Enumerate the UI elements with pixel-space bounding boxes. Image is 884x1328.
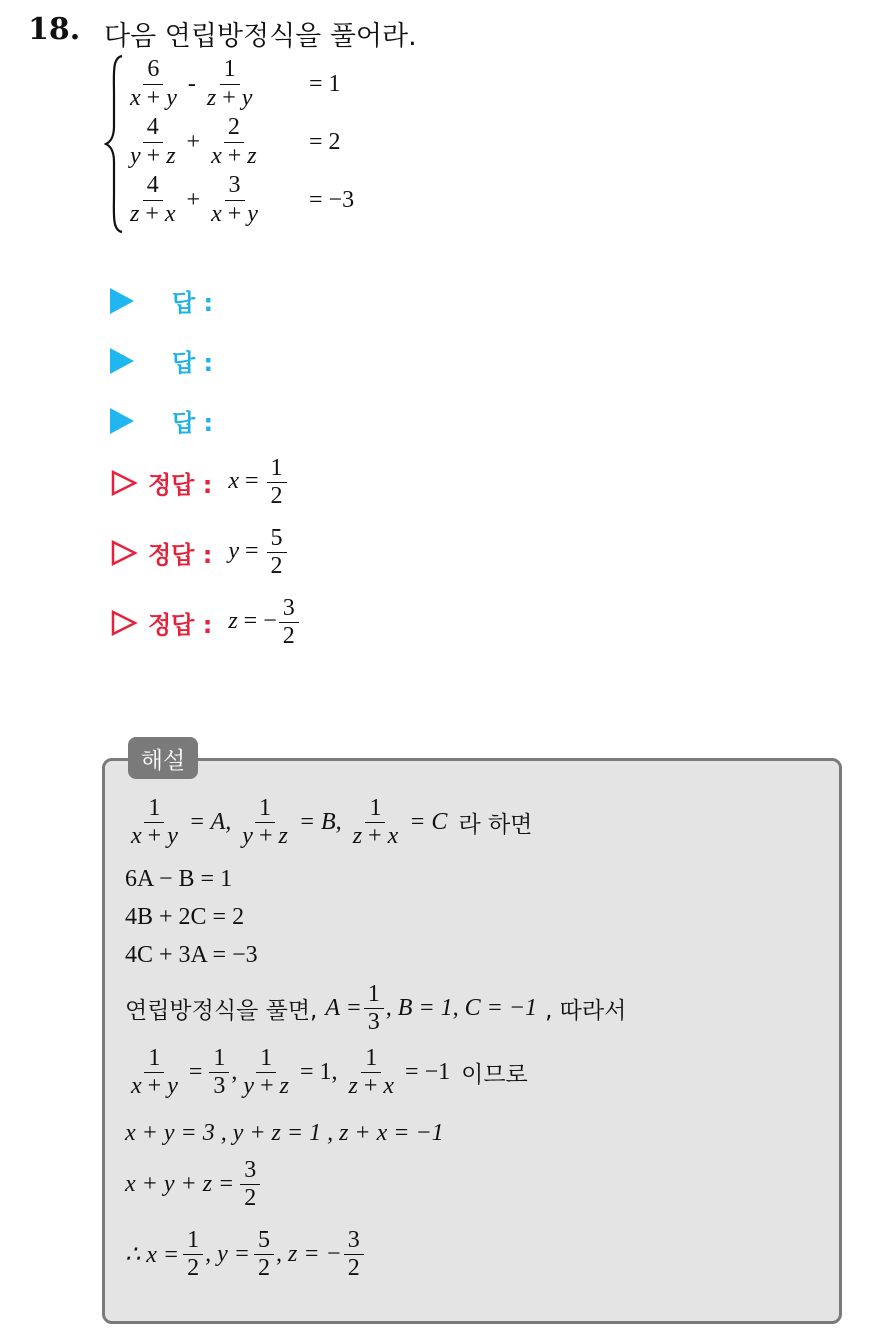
- answer-row-1: [110, 283, 213, 318]
- denominator: x + z: [211, 142, 257, 169]
- play-triangle-icon: [110, 288, 134, 314]
- explanation-line-2: 6A − B = 1: [125, 866, 233, 892]
- right-hand-side: = −3: [309, 186, 355, 213]
- fraction: [126, 173, 180, 226]
- explanation-line-9: ∴ x = $\frac{1}{2}$ , y = $\frac{5}{2}$ , z = − $\frac{3}{2}$: [125, 1228, 366, 1281]
- explanation-line-4: 4C + 3A = −3: [125, 942, 258, 968]
- play-triangle-icon: [110, 348, 134, 374]
- numerator: 6: [143, 57, 163, 84]
- fraction: [207, 173, 262, 226]
- correct-answer-row-1: [110, 456, 289, 509]
- correct-answer-value: z = − $\frac{3}{2}$: [228, 596, 300, 649]
- numerator: 2: [224, 115, 244, 142]
- denominator: x + y: [211, 200, 258, 227]
- explanation-line-8: x + y + z = $\frac{3}{2}$: [125, 1158, 262, 1211]
- denominator: y + z: [130, 142, 176, 169]
- numerator: 4: [143, 173, 163, 200]
- explanation-line-6: $\frac{1}{x + y}$ = $\frac{1}{3}$ , $\frac{1}{y + z}$ = 1, $\frac{1}{z + x}$ = −1 이므로: [131, 1045, 528, 1100]
- numerator: 1: [220, 57, 240, 84]
- answer-row-3: [110, 403, 213, 438]
- explanation-line-3: 4B + 2C = 2: [125, 904, 245, 930]
- numerator: 4: [143, 115, 163, 142]
- problem-text: 다음 연립방정식을 풀어라.: [104, 21, 417, 52]
- explanation-line-7: x + y = 3 , y + z = 1 , z + x = −1: [125, 1120, 444, 1146]
- denominator: z + y: [206, 84, 253, 111]
- right-hand-side: = 1: [309, 70, 341, 97]
- explanation-tag: 해설: [128, 737, 198, 779]
- left-brace-icon: [104, 54, 126, 234]
- operator: +: [186, 186, 201, 213]
- play-triangle-icon: [110, 408, 134, 434]
- outline-triangle-icon: [110, 469, 138, 497]
- explanation-line-5: 연립방정식을 풀면, A = $\frac{1}{3}$ , B = 1, C = −1 , 따라서: [125, 981, 627, 1036]
- answer-row-2: [110, 343, 213, 378]
- fraction: [207, 115, 261, 168]
- correct-answer-label: 정답 :: [148, 541, 213, 570]
- correct-answer-label: 정답 :: [148, 611, 213, 640]
- correct-answer-value: x = $\frac{1}{2}$: [228, 456, 288, 509]
- right-hand-side: = 2: [309, 128, 341, 155]
- correct-answer-row-3: [110, 596, 301, 649]
- problem-number: 18.: [28, 12, 81, 47]
- answer-label: 답 :: [172, 289, 214, 317]
- operator: -: [187, 70, 196, 97]
- fraction: [126, 57, 181, 110]
- operator: +: [186, 128, 201, 155]
- answer-label: 답 :: [172, 349, 214, 377]
- denominator: z + x: [130, 200, 176, 227]
- correct-answer-value: y = $\frac{5}{2}$: [228, 526, 288, 579]
- answer-label: 답 :: [172, 409, 214, 437]
- fraction: [203, 57, 257, 110]
- fraction: [126, 115, 180, 168]
- equation-row-3: [124, 172, 355, 228]
- correct-answer-row-2: [110, 526, 289, 579]
- outline-triangle-icon: [110, 539, 138, 567]
- equation-row-1: [124, 56, 341, 112]
- denominator: x + y: [130, 84, 177, 111]
- equation-row-2: [124, 114, 341, 170]
- explanation-line-1: $\frac{1}{x + y}$ = A, $\frac{1}{y + z}$ = B, $\frac{1}{z + x}$ = C 라 하면: [131, 795, 533, 850]
- correct-answer-label: 정답 :: [148, 471, 213, 500]
- outline-triangle-icon: [110, 609, 138, 637]
- numerator: 3: [225, 173, 245, 200]
